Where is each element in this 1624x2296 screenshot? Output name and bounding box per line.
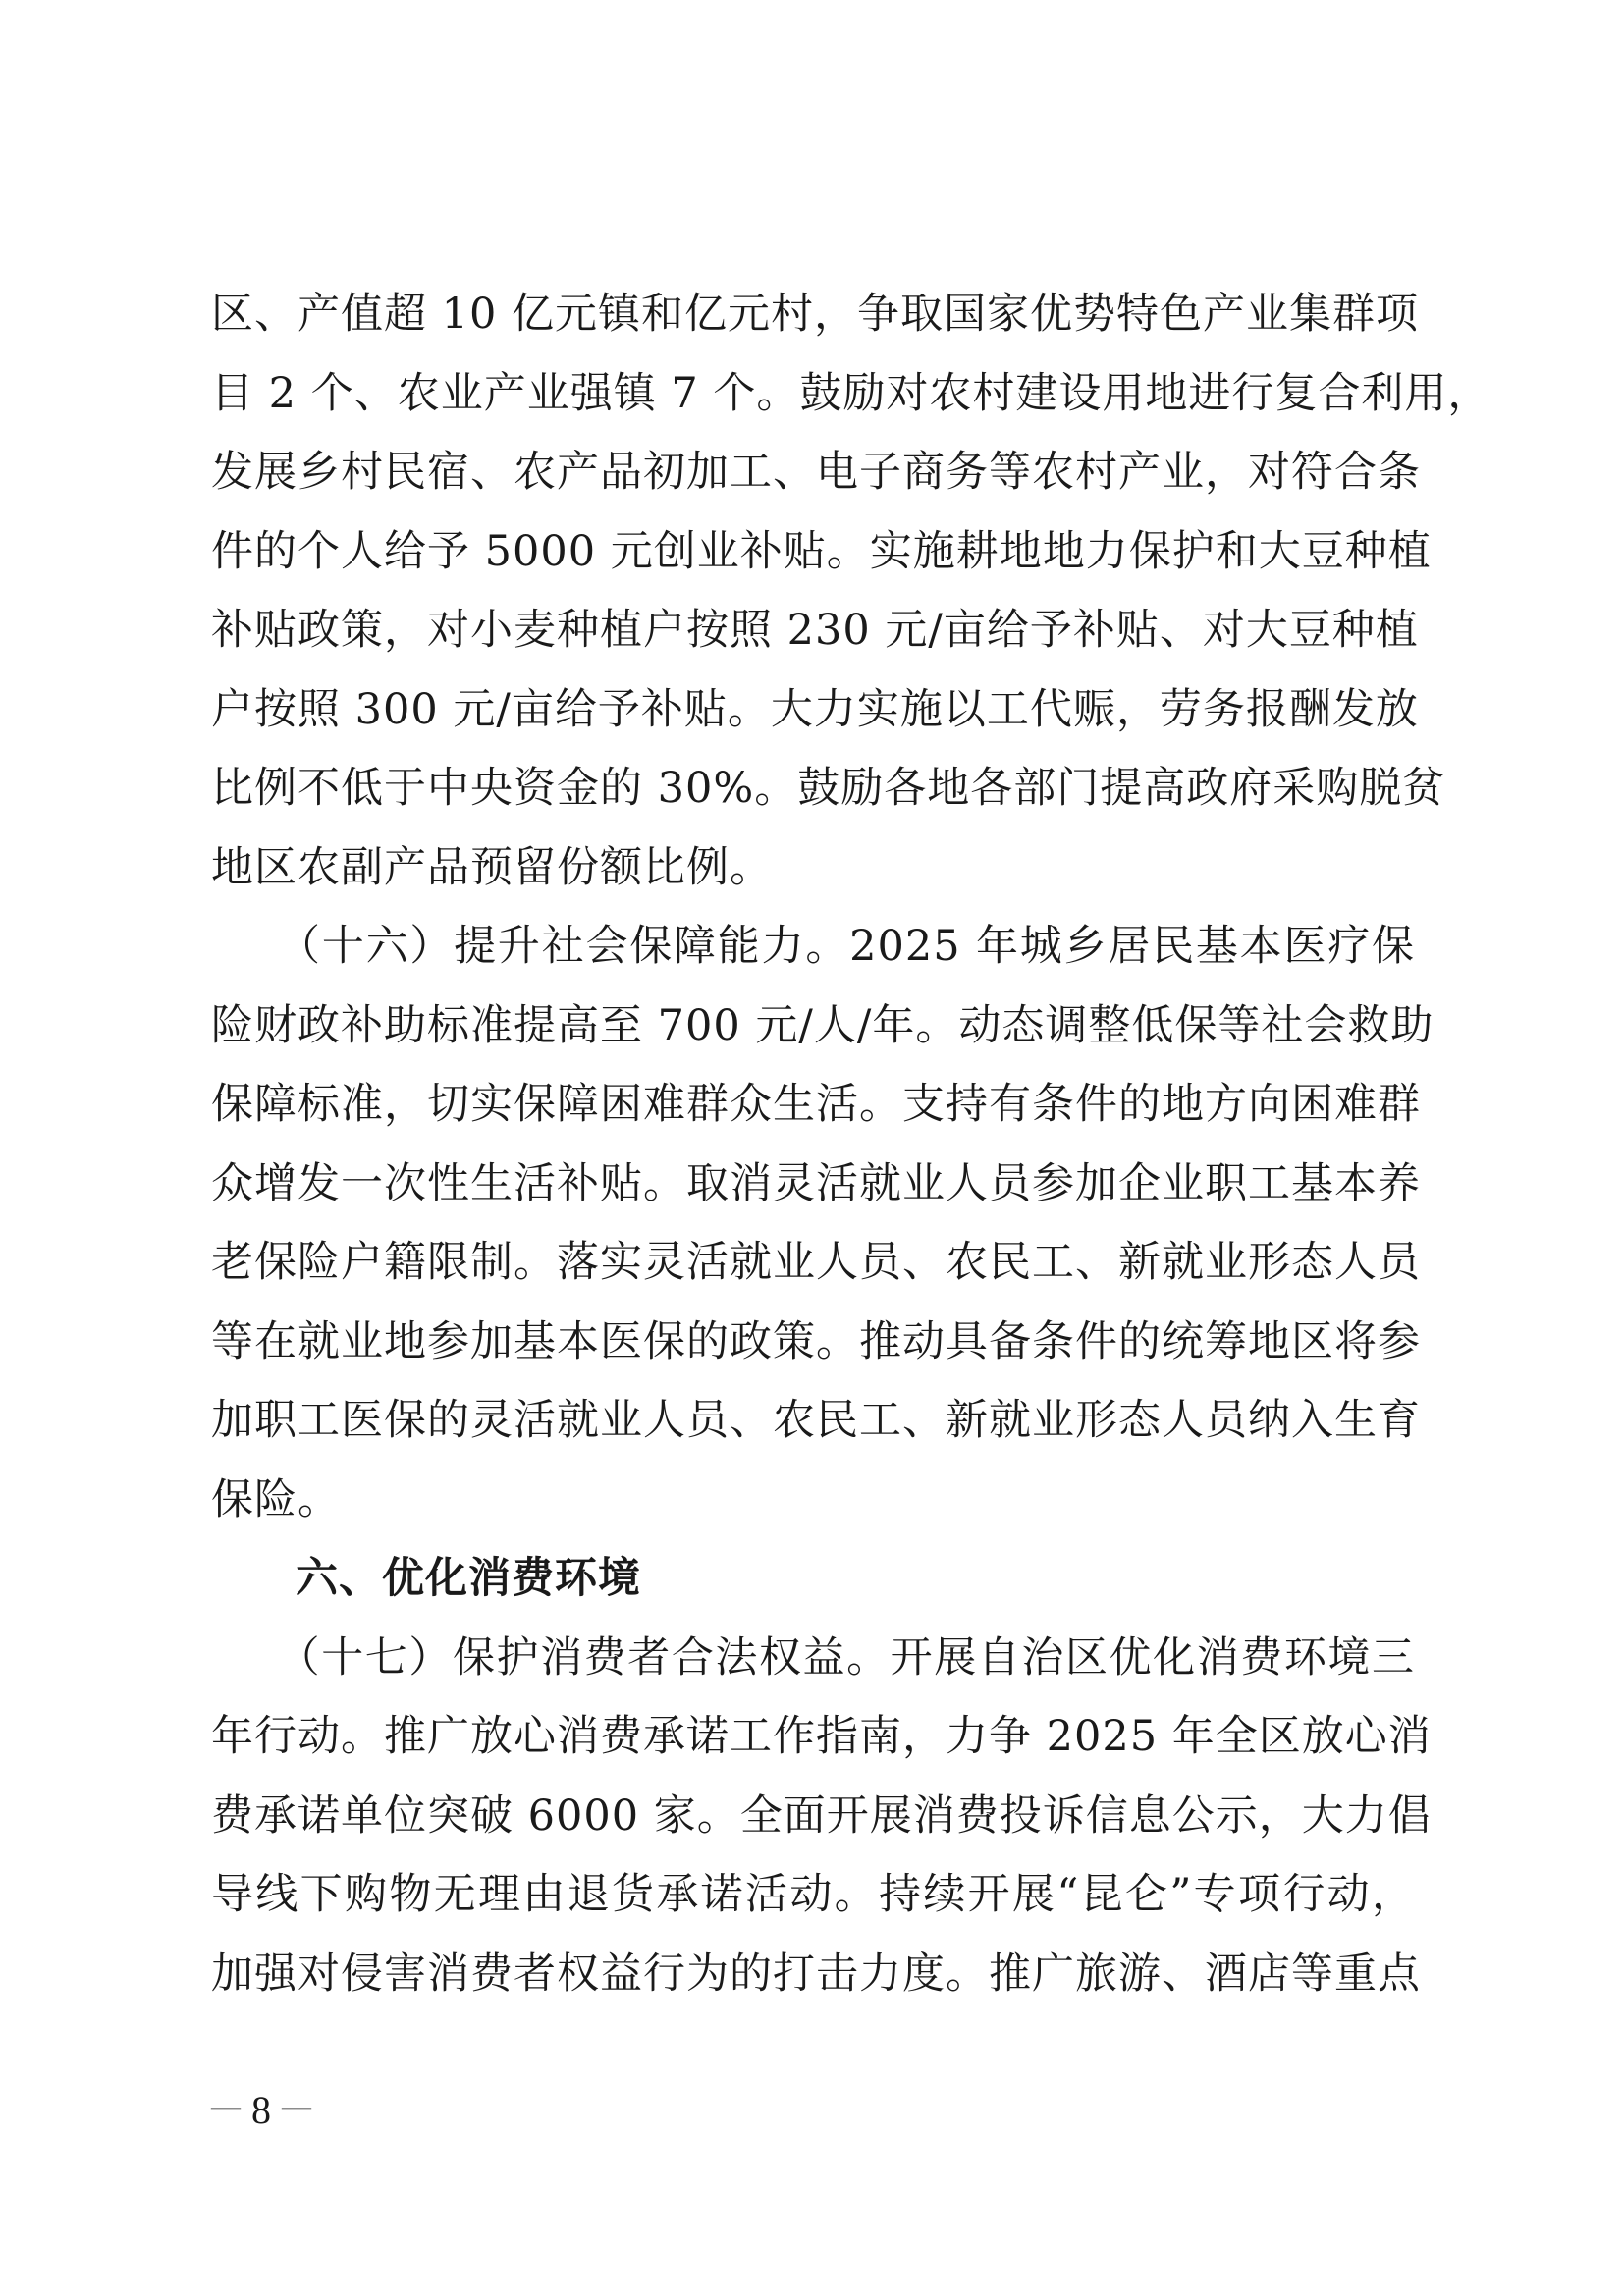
paragraph-line: 件的个人给予 5000 元创业补贴。实施耕地地力保护和大豆种植	[211, 526, 1432, 576]
paragraph-line: 众增发一次性生活补贴。取消灵活就业人员参加企业职工基本养	[211, 1158, 1421, 1208]
paragraph-line: 加职工医保的灵活就业人员、农民工、新就业形态人员纳入生育	[211, 1396, 1421, 1445]
paragraph-line: （十七）保护消费者合法权益。开展自治区优化消费环境三	[211, 1632, 1415, 1682]
paragraph-line: 比例不低于中央资金的 30%。鼓励各地各部门提高政府采购脱贫	[211, 764, 1446, 813]
paragraph-line: 费承诺单位突破 6000 家。全面开展消费投诉信息公示，大力倡	[211, 1790, 1432, 1841]
paragraph-line: 保险。	[211, 1474, 341, 1524]
paragraph-line: 户按照 300 元/亩给予补贴。大力实施以工代赈，劳务报酬发放	[211, 684, 1419, 734]
paragraph-line: 发展乡村民宿、农产品初加工、电子商务等农村产业，对符合条	[211, 448, 1421, 497]
paragraph-line: 补贴政策，对小麦种植户按照 230 元/亩给予补贴、对大豆种植	[211, 606, 1419, 655]
paragraph-line: 年行动。推广放心消费承诺工作指南，力争 2025 年全区放心消	[211, 1712, 1432, 1761]
paragraph-line: （十六）提升社会保障能力。2025 年城乡居民基本医疗保	[211, 922, 1415, 971]
paragraph-line: 加强对侵害消费者权益行为的打击力度。推广旅游、酒店等重点	[211, 1949, 1421, 1999]
page-number: －8－	[206, 2088, 322, 2132]
paragraph-line: 地区农副产品预留份额比例。	[211, 842, 773, 892]
section-heading: 六、优化消费环境	[296, 1554, 641, 1603]
paragraph-line: 老保险户籍限制。落实灵活就业人员、农民工、新就业形态人员	[211, 1238, 1421, 1287]
paragraph-line: 等在就业地参加基本医保的政策。推动具备条件的统筹地区将参	[211, 1316, 1421, 1366]
paragraph-line: 险财政补助标准提高至 700 元/人/年。动态调整低保等社会救助	[211, 1000, 1435, 1050]
paragraph-line: 目 2 个、农业产业强镇 7 个。鼓励对农村建设用地进行复合利用，	[211, 368, 1491, 418]
paragraph-line: 保障标准，切实保障困难群众生活。支持有条件的地方向困难群	[211, 1080, 1421, 1129]
document-body	[211, 283, 1491, 2021]
paragraph-line: 区、产值超 10 亿元镇和亿元村，争取国家优势特色产业集群项	[211, 290, 1420, 339]
paragraph-line: 导线下购物无理由退货承诺活动。持续开展“昆仑”专项行动，	[211, 1870, 1415, 1919]
